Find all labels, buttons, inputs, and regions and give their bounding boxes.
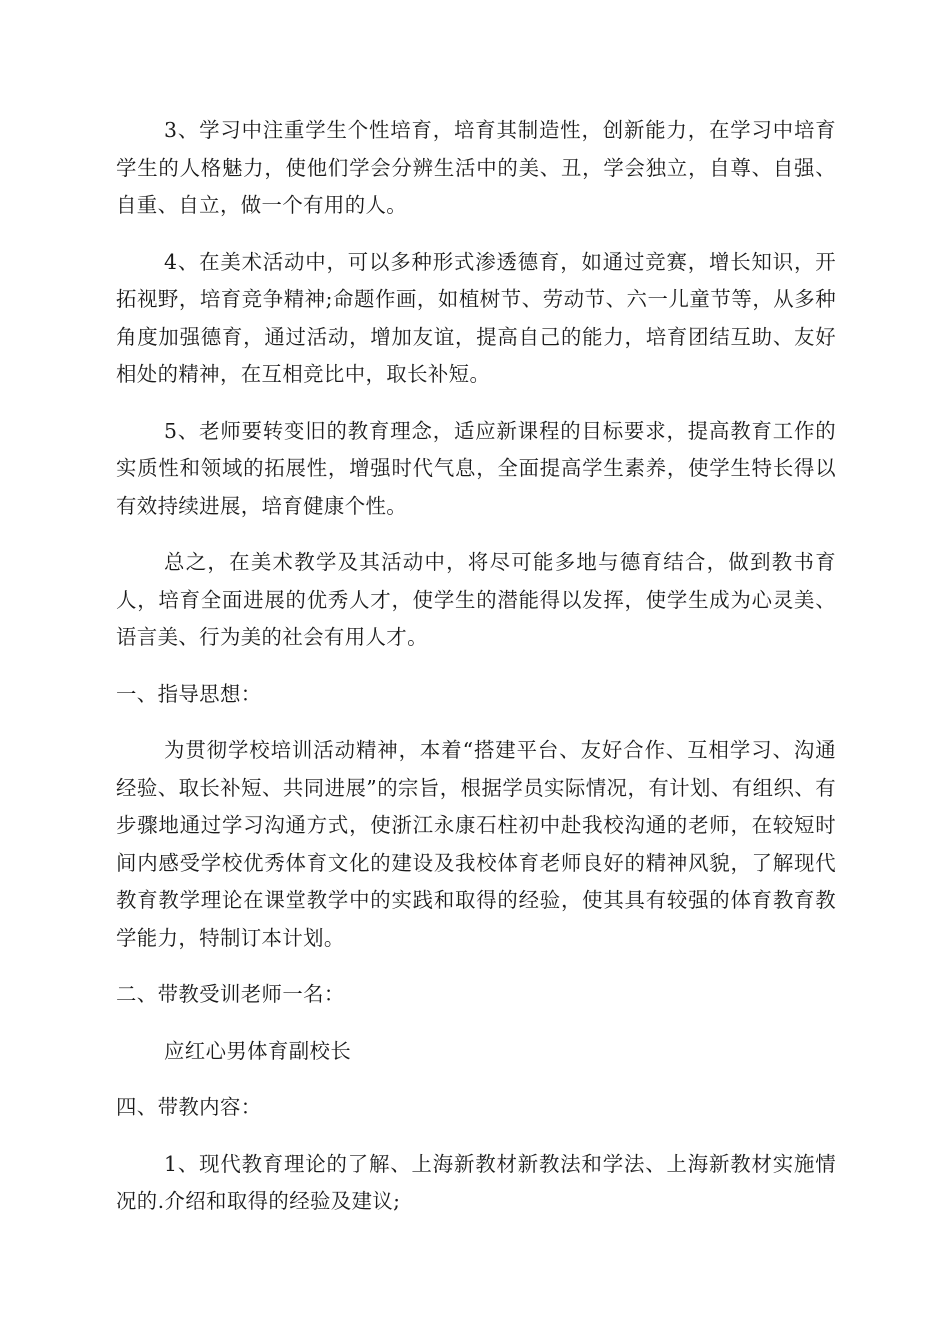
paragraph-art-activities: 4、在美术活动中，可以多种形式渗透德育，如通过竞赛，增长知识，开拓视野，培育竞争精神;命题作画，如植树节、劳动节、六一儿童节等，从多种角度加强德育，通过活动，增加友谊，提高自己的能力，培育团结互助、友好相处的精神，在互相竞比中，取长补短。 [116,249,836,386]
paragraph-art-personality: 3、学习中注重学生个性培育，培育其制造性，创新能力，在学习中培育学生的人格魅力，使他们学会分辨生活中的美、丑，学会独立，自尊、自强、自重、自立，做一个有用的人。 [116,118,836,217]
paragraph-teacher-concept: 5、老师要转变旧的教育理念，适应新课程的目标要求，提高教育工作的实质性和领域的拓展性，增强时代气息，全面提高学生素养，使学生特长得以有效持续进展，培育健康个性。 [116,418,836,518]
paragraph-summary: 总之，在美术教学及其活动中，将尽可能多地与德育结合，做到教书育人，培育全面进展的优秀人才，使学生的潜能得以发挥，使学生成为心灵美、语言美、行为美的社会有用人才。 [116,550,836,649]
paragraph-trainee-name: 应红心男体育副校长 [164,1038,352,1063]
paragraph-training-item-1: 1、现代教育理论的了解、上海新教材新教法和学法、上海新教材实施情况的.介绍和取得的经验及建议; [116,1151,836,1213]
heading-trainee-teacher: 二、带教受训老师一名： [116,982,345,1006]
paragraph-guiding-ideology: 为贯彻学校培训活动精神，本着“搭建平台、友好合作、互相学习、沟通经验、取长补短、共同进展”的宗旨，根据学员实际情况，有计划、有组织、有步骤地通过学习沟通方式，使浙江永康石柱初中赴我校沟通的老师，在较短时间内感受学校优秀体育文化的建设及我校体育老师良好的精神风貌，了解现代教育教学理论在课堂教学中的实践和取得的经验，使其具有较强的体育教育教学能力，特制订本计划。 [116,738,836,950]
document-page [116,112,836,1240]
heading-guiding-ideology: 一、指导思想： [116,681,262,706]
heading-training-content: 四、带教内容： [116,1095,262,1119]
